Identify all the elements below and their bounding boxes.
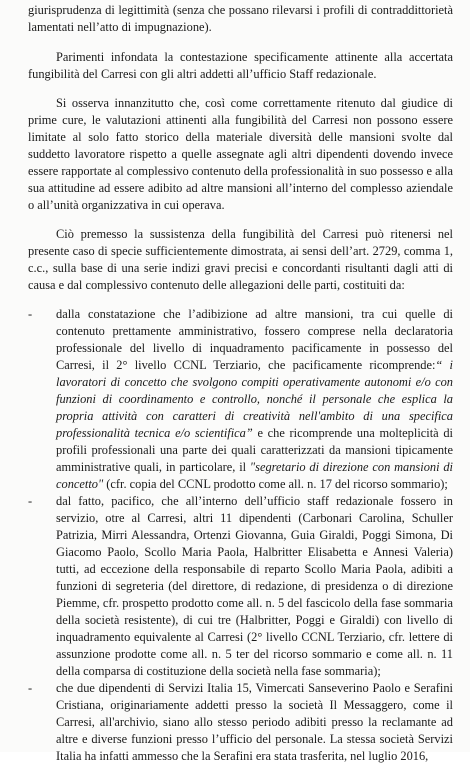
list-item (28, 680, 453, 765)
paragraph-observation: Si osserva innanzitutto che, così come correttamente ritenuto dal giudice di prime cure, le valutazioni attinenti alla fungibilità del Carresi non possono essere limitate al solo fatto storico della materiale diversità delle mansioni svolte dal suddetto lavoratore rispetto a quelle assegnate agli altri dipendenti dovendo invece essere rapportate al complessivo contenuto della professionalità in suo possesso e alla sua attitudine ad essere adibito ad altre mansioni all’interno del complesso aziendale o all’unità organizzativa in cui operava. (28, 96, 453, 212)
list-item-quote-secondary: "segretario di direzione con mansioni di concetto" (56, 460, 453, 491)
list-item (28, 493, 453, 680)
list-item-text-middle: e che ricomprende una molteplicità di profili professionali una parte dei quali caratterizzati da mansioni tipicamente amministrative quali, in particolare, il (56, 426, 453, 474)
paragraph-premise: Ciò premesso la sussistenza della fungibilità del Carresi può ritenersi nel presente caso di specie sufficientemente dimostrata, ai sensi dell’art. 2729, comma 1, c.c., sulla base di una serie indizi gravi precisi e concordanti risultanti dagli atti di causa e dal complessivo contenuto delle allegazioni delle parti, costituiti da: (28, 227, 453, 292)
list-item (28, 306, 453, 493)
paragraph-continuation: giurisprudenza di legittimità (senza che possano rilevarsi i profili di contraddittorietà lamentati nell’atto di impugnazione). (28, 3, 453, 34)
list-item-text-end: (cfr. copia del CCNL prodotto come all. n. 17 del ricorso sommario); (103, 477, 448, 491)
paragraph-fungibility-claim: Parimenti infondata la contestazione specificamente attinente alla accertata fungibilità del Carresi con gli altri addetti all’ufficio Staff redazionale. (28, 50, 453, 81)
bullet-dash: - (28, 307, 33, 321)
bullet-dash: - (28, 681, 33, 695)
list-item-quote: “ i lavoratori di concetto che svolgono compiti operativamente autonomi e/o con funzioni di coordinamento e controllo, nonché il personale che esplica la propria attività con caratteri di creatività nell'ambito di una specifica professionalità tecnica e/o scientifica” (56, 358, 454, 440)
evidence-list (28, 306, 453, 765)
list-item-text: che due dipendenti di Servizi Italia 15, Vimercati Sanseverino Paolo e Serafini Cristiana, originariamente addetti presso la società Il Messaggero, come il Carresi, all'archivio, siano allo stesso periodo adibiti presso la reclamante ad altre e diverse funzioni presso l’ufficio del personale. La stessa società Servizi Italia ha infatti ammesso che la Serafini era stata trasferita, nel luglio 2016, (56, 681, 453, 763)
list-item-text: dal fatto, pacifico, che all’interno dell’ufficio staff redazionale fossero in servizio, otre al Carresi, altri 11 dipendenti (Carbonari Carolina, Schuller Patrizia, Mirri Alessandra, Ortenzi Giovanna, Guia Giraldi, Poggi Simona, Di Giacomo Paolo, Scollo Maria Paola, Halbritter Elisabetta e Annesi Valeria) tutti, ad eccezione della responsabile di reparto Scollo Maria Paola, adibiti a funzioni di segreteria (del direttore, di redazione, di presidenza o di direzione Piemme, cfr. prospetto prodotto come all. n. 5 del fascicolo della fase sommaria della società resistente), di cui tre (Halbritter, Poggi e Giraldi) con livello di inquadramento equivalente al Carresi (2° livello CCNL Terziario, cfr. lettere di assunzione prodotte come all. n. 5 ter del ricorso sommario e come all. n. 11 della comparsa di costituzione della società nella fase sommaria); (56, 494, 453, 678)
bullet-dash: - (28, 494, 33, 508)
list-item-text: dalla constatazione che l’adibizione ad altre mansioni, tra cui quelle di contenuto prettamente amministrativo, fossero comprese nella declaratoria professionale del livello di inquadramento pacificamente in possesso del Carresi, il 2° livello CCNL Terziario, che pacificamente ricomprende: (56, 307, 453, 372)
document-body (28, 2, 453, 765)
